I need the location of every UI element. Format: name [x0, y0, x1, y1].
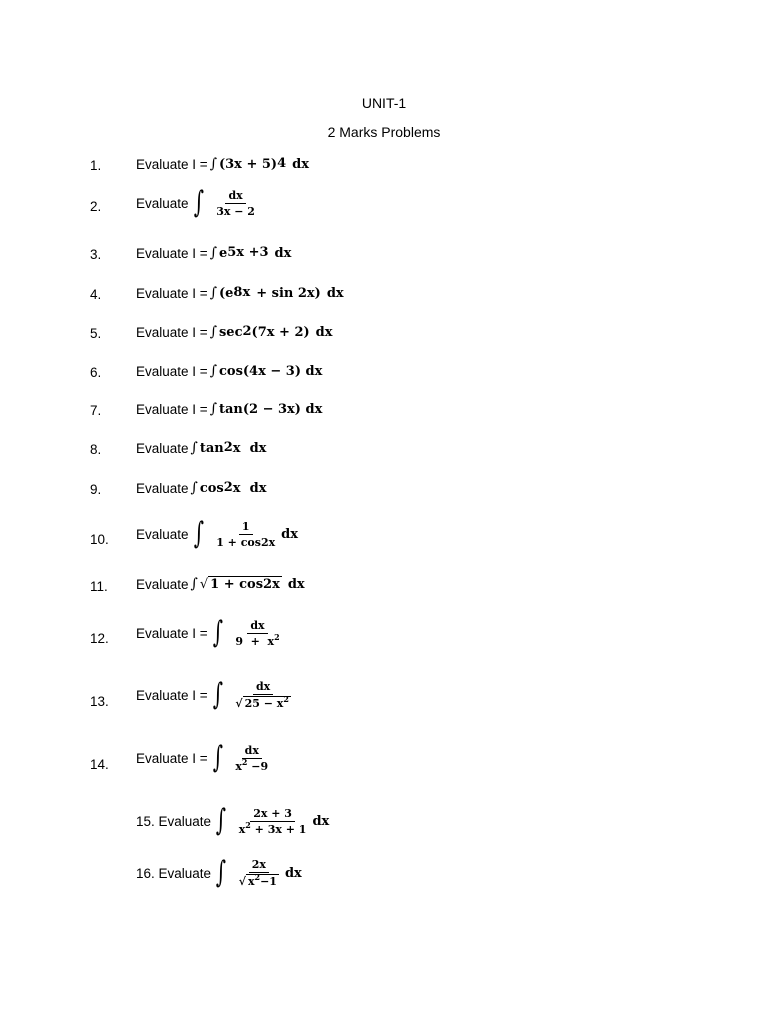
numerator: 1 — [239, 520, 253, 535]
problem-prefix: Evaluate I = — [136, 687, 208, 703]
fraction — [232, 680, 294, 710]
integrand-rest: + sin 2x) — [256, 285, 321, 301]
problem-prefix: Evaluate I = — [136, 401, 208, 417]
problem-number: 12. — [90, 631, 109, 646]
problem-5: Evaluate I = ∫ sec 2 (7x + 2) dx — [136, 324, 333, 340]
integrand: (3x + 5) — [218, 156, 278, 172]
numerator: 2x + 3 — [250, 807, 295, 822]
problem-number: 7. — [90, 403, 102, 418]
problem-prefix: Evaluate I = — [136, 156, 208, 172]
differential: dx — [292, 156, 309, 172]
problem-11 — [136, 576, 305, 592]
problem-number: 3. — [90, 247, 102, 262]
integral-sign: ∫ — [209, 245, 217, 261]
integral-sign: ∫ — [209, 285, 217, 301]
integral-sign: ∫ — [209, 401, 217, 417]
integrand: tan(2 − 3x) dx — [218, 401, 323, 417]
differential: dx — [284, 865, 302, 881]
problem-number: 2. — [90, 199, 102, 214]
differential: dx — [312, 813, 330, 829]
integrand-base: sec — [218, 324, 243, 340]
problem-prefix: Evaluate I = — [136, 363, 208, 379]
page-subtitle: 2 Marks Problems — [327, 124, 441, 140]
radicand-base: 25 − x — [244, 697, 284, 710]
problem-1: Evaluate I = ∫ (3x + 5) 4 dx — [136, 156, 309, 172]
integral-sign: ∫ — [209, 324, 217, 340]
denominator — [236, 819, 310, 836]
integrand-base: tan — [199, 440, 224, 456]
denominator-rest: + 3x + 1 — [250, 822, 307, 836]
integrand: cos(4x − 3) dx — [218, 363, 323, 379]
problem-number: 14. — [90, 757, 109, 772]
radicand — [246, 874, 279, 888]
problem-3: Evaluate I = ∫ e 5x +3 dx — [136, 245, 292, 261]
integral-sign: ∫ — [209, 156, 217, 172]
problem-7 — [136, 401, 322, 417]
numerator: dx — [242, 744, 262, 759]
denominator-base: x — [235, 759, 242, 773]
integral-sign: ∫ — [212, 677, 223, 712]
fraction — [236, 858, 282, 888]
radicand-exponent: 2 — [283, 694, 289, 704]
problem-13 — [136, 677, 297, 712]
denominator — [232, 695, 294, 710]
numerator: 2x — [249, 858, 269, 873]
integral-sign: ∫ — [215, 803, 226, 838]
integral-sign: ∫ — [190, 480, 198, 496]
problem-prefix: Evaluate — [136, 195, 189, 211]
problem-6 — [136, 363, 322, 379]
problem-number: 9. — [90, 482, 102, 497]
radicand: 1 + cos2x — [210, 577, 280, 592]
denominator — [236, 873, 282, 888]
differential: dx — [315, 324, 333, 340]
denominator-base: x — [238, 822, 246, 836]
denominator-rest: −9 — [247, 759, 269, 773]
fraction — [236, 807, 310, 836]
radical-sign: √ — [238, 875, 246, 888]
radical-sign: √ — [199, 577, 209, 592]
problem-number: 13. — [90, 694, 109, 709]
problem-number: 5. — [90, 326, 102, 341]
numerator: dx — [253, 680, 273, 695]
denominator-exponent: 2 — [245, 819, 251, 830]
problem-9: Evaluate ∫ cos 2 x dx — [136, 480, 267, 496]
numerator: dx — [225, 189, 245, 204]
denominator — [232, 756, 271, 773]
problem-16 — [136, 855, 302, 890]
integrand-rest: (7x + 2) — [251, 324, 310, 340]
fraction — [232, 744, 271, 773]
integral-sign: ∫ — [212, 740, 223, 775]
problem-prefix: Evaluate I = — [136, 750, 208, 766]
radicand-base: x — [247, 875, 255, 888]
square-root — [235, 696, 291, 710]
integral-sign: ∫ — [193, 185, 204, 220]
problem-prefix: Evaluate I = — [136, 625, 208, 641]
problem-number: 4. — [90, 287, 102, 302]
radicand-exponent: 2 — [254, 872, 261, 882]
problem-number: 1. — [90, 158, 102, 173]
problem-14 — [136, 740, 274, 775]
differential: dx — [287, 576, 305, 592]
problem-prefix: Evaluate — [136, 526, 189, 542]
problem-15 — [136, 803, 330, 838]
problem-prefix: 16. Evaluate — [136, 865, 212, 881]
integral-sign: ∫ — [209, 363, 217, 379]
differential: dx — [281, 526, 299, 542]
differential: dx — [274, 245, 292, 261]
problem-2 — [136, 185, 261, 220]
integral-sign: ∫ — [190, 576, 198, 592]
problem-prefix: Evaluate I = — [136, 285, 208, 301]
problem-number: 10. — [90, 532, 109, 547]
problem-10 — [136, 516, 299, 551]
fraction — [232, 619, 282, 648]
integral-sign: ∫ — [193, 516, 204, 551]
integral-sign: ∫ — [212, 615, 223, 650]
integrand-open: (e — [218, 285, 234, 301]
denominator-base: 9 + x — [235, 634, 275, 648]
denominator: 3x − 2 — [216, 204, 255, 218]
problem-prefix: Evaluate I = — [136, 245, 208, 261]
denominator-exponent: 2 — [274, 631, 280, 642]
square-root — [239, 874, 279, 888]
problem-prefix: 15. Evaluate — [136, 813, 212, 829]
differential: dx — [326, 285, 344, 301]
problem-prefix: Evaluate — [136, 480, 189, 496]
radicand — [243, 696, 291, 710]
problem-number: 11. — [90, 579, 108, 594]
integral-sign: ∫ — [215, 855, 226, 890]
problem-number: 8. — [90, 442, 102, 457]
radicand-rest: −1 — [260, 875, 277, 888]
denominator — [232, 631, 282, 648]
fraction — [213, 189, 258, 218]
integrand-base: e — [218, 245, 228, 261]
problem-number: 6. — [90, 365, 102, 380]
integral-sign: ∫ — [190, 440, 198, 456]
integrand-rest: x dx — [232, 440, 267, 456]
integrand-base: cos — [199, 480, 224, 496]
square-root — [200, 576, 282, 592]
problem-prefix: Evaluate — [136, 576, 189, 592]
problem-12 — [136, 615, 286, 650]
problem-prefix: Evaluate — [136, 440, 189, 456]
numerator: dx — [247, 619, 267, 634]
unit-title: UNIT-1 — [361, 95, 407, 111]
integrand-rest: x dx — [232, 480, 267, 496]
fraction — [213, 520, 278, 549]
denominator-exponent: 2 — [241, 756, 248, 767]
radical-sign: √ — [235, 697, 243, 710]
problem-8: Evaluate ∫ tan 2 x dx — [136, 440, 267, 456]
problem-4: Evaluate I = ∫ (e 8x + sin 2x) dx — [136, 285, 344, 301]
problem-prefix: Evaluate I = — [136, 324, 208, 340]
denominator: 1 + cos2x — [216, 535, 276, 549]
